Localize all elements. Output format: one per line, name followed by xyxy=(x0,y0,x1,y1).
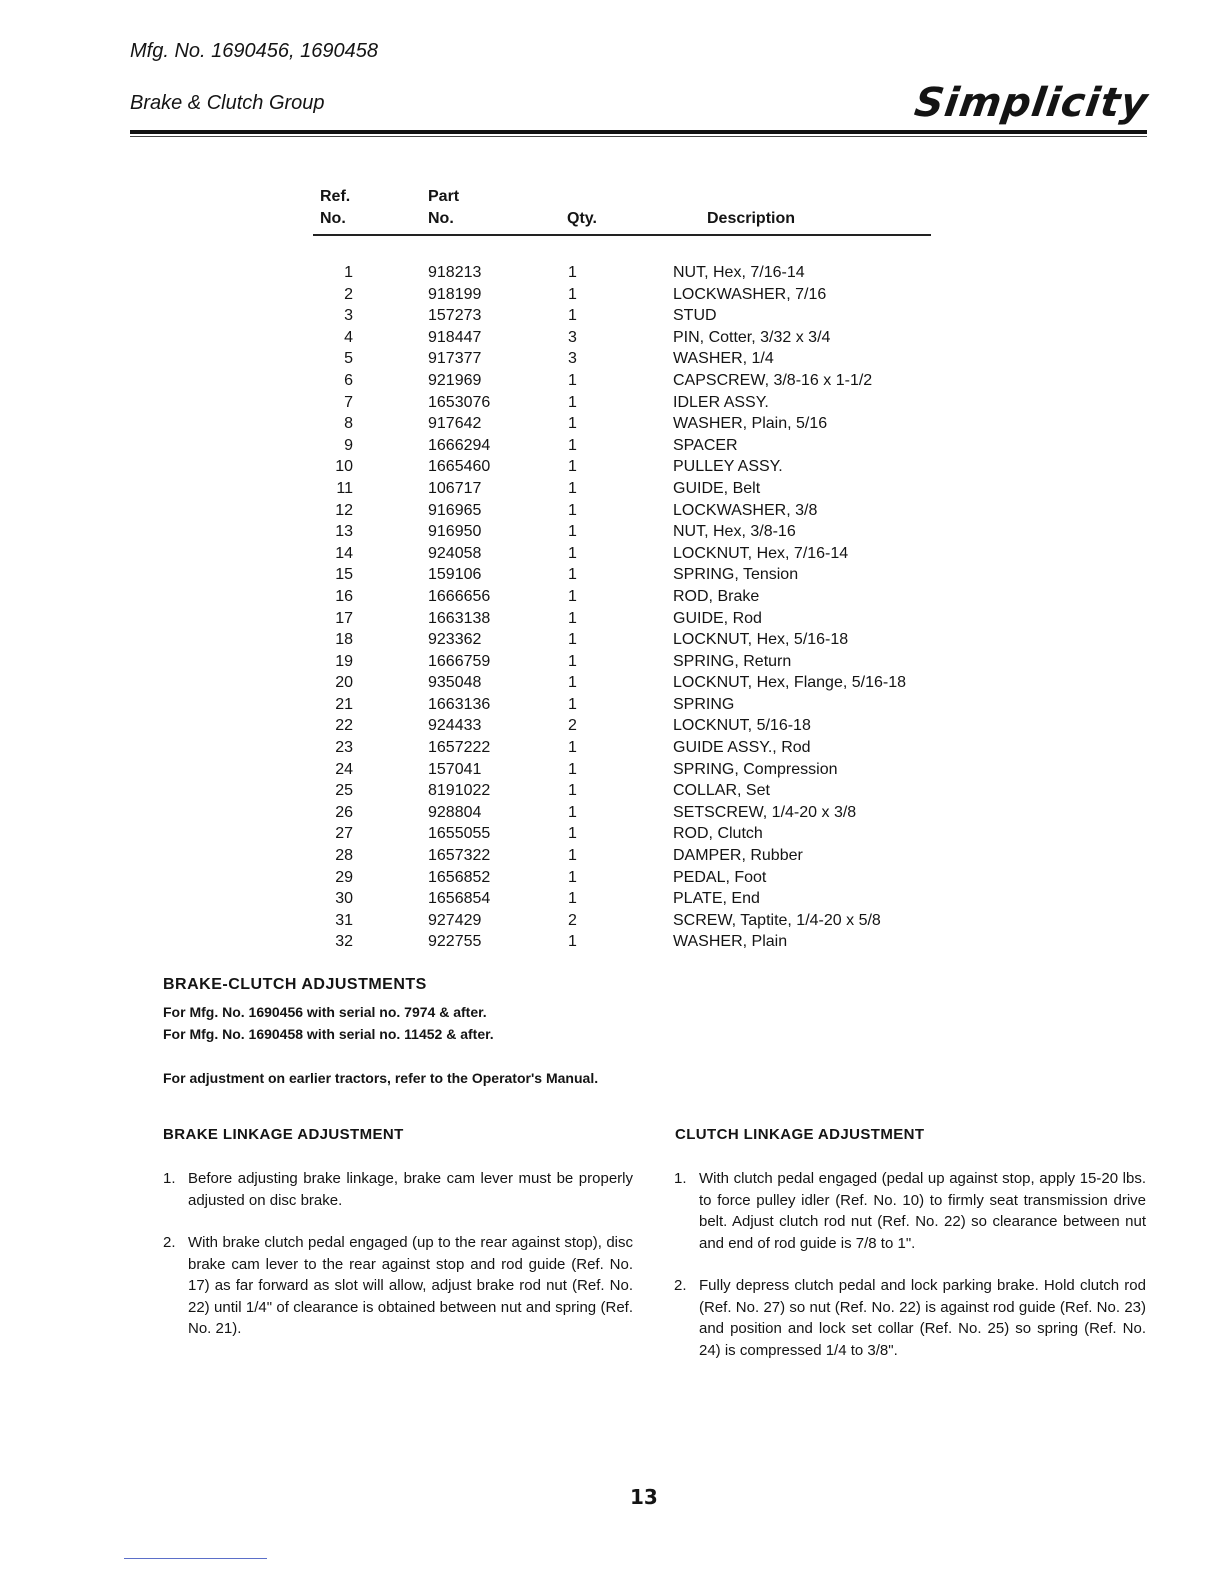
table-row xyxy=(313,413,973,435)
ref-cell: 7 xyxy=(344,393,353,411)
clutch-step: 2. Fully depress clutch pedal and lock parking brake. Hold clutch rod (Ref. No. 27) so nut (Ref. No. 22) is against rod guide (Ref. No. 23) and position and lock set collar (Ref. No. 25) so spring (Ref. No. 24) is compressed 1/4 to 3/8". xyxy=(674,1277,1146,1359)
table-row xyxy=(313,867,973,889)
table-row xyxy=(313,456,973,478)
table-row xyxy=(313,888,973,910)
page-number: 13 xyxy=(630,1485,658,1509)
brake-linkage-steps xyxy=(163,1168,633,1361)
ref-cell: 20 xyxy=(335,674,353,692)
header-rule xyxy=(130,130,1147,134)
footer-rule xyxy=(124,1558,267,1559)
qty-cell: 1 xyxy=(568,803,577,821)
description-cell: LOCKNUT, Hex, 5/16-18 xyxy=(673,631,849,649)
column-header-part: Part No. xyxy=(428,188,460,227)
table-row xyxy=(313,370,973,392)
ref-cell: 4 xyxy=(344,328,353,346)
brake-step: 2. With brake clutch pedal engaged (up to the rear against stop), disc brake cam lever to the rear against stop and rod guide (Ref. No. 17) as far forward as slot will allow, adjust brake rod nut (Ref. No. 22) until 1/4" of clearance is obtained between nut and spring (Ref. No. 21). xyxy=(163,1234,633,1337)
table-row xyxy=(313,348,973,370)
part-number-cell: 918447 xyxy=(428,328,482,346)
part-number-cell: 928804 xyxy=(428,803,482,821)
qty-cell: 1 xyxy=(568,782,577,800)
parts-table-body xyxy=(313,262,973,953)
qty-cell: 1 xyxy=(568,285,577,303)
qty-cell: 3 xyxy=(568,350,577,368)
part-number-cell: 1655055 xyxy=(428,825,491,843)
qty-cell: 1 xyxy=(568,371,577,389)
table-row xyxy=(313,629,973,651)
ref-cell: 19 xyxy=(335,652,353,670)
ref-cell: 1 xyxy=(344,264,353,281)
part-number-cell: 917377 xyxy=(428,350,482,368)
description-cell: LOCKNUT, Hex, 7/16-14 xyxy=(673,544,849,562)
qty-cell: 1 xyxy=(568,825,577,843)
description-cell: PLATE, End xyxy=(673,890,760,908)
qty-cell: 1 xyxy=(568,674,577,692)
description-cell: GUIDE, Rod xyxy=(673,609,762,627)
part-number-cell: 1657222 xyxy=(428,739,491,757)
qty-cell: 1 xyxy=(568,264,577,281)
ref-cell: 26 xyxy=(335,803,353,821)
adjustments-applicability-1: For Mfg. No. 1690456 with serial no. 7974 & after. xyxy=(163,1004,487,1020)
part-number-cell: 1653076 xyxy=(428,393,491,411)
qty-cell: 3 xyxy=(568,328,577,346)
adjustments-title: BRAKE-CLUTCH ADJUSTMENTS xyxy=(163,976,427,993)
brand-logo: Simplicity xyxy=(911,80,1152,126)
table-row xyxy=(313,543,973,565)
table-row xyxy=(313,672,973,694)
part-number-cell: 922755 xyxy=(428,933,482,951)
table-row xyxy=(313,694,973,716)
ref-cell: 29 xyxy=(335,868,353,886)
ref-cell: 30 xyxy=(335,890,353,908)
description-cell: NUT, Hex, 3/8-16 xyxy=(673,523,796,541)
adjustments-note: For adjustment on earlier tractors, refer to the Operator's Manual. xyxy=(163,1070,599,1086)
description-cell: SCREW, Taptite, 1/4-20 x 5/8 xyxy=(673,911,881,929)
table-row xyxy=(313,802,973,824)
part-number-cell: 1656852 xyxy=(428,868,491,886)
qty-cell: 1 xyxy=(568,307,577,325)
qty-cell: 1 xyxy=(568,933,577,951)
description-cell: SPACER xyxy=(673,436,738,454)
part-number-cell: 924058 xyxy=(428,544,482,562)
description-cell: LOCKWASHER, 3/8 xyxy=(673,501,818,519)
ref-cell: 10 xyxy=(335,458,353,476)
qty-cell: 1 xyxy=(568,890,577,908)
adjustments-applicability-2: For Mfg. No. 1690458 with serial no. 11452 & after. xyxy=(163,1026,494,1042)
part-number-cell: 1657322 xyxy=(428,847,491,865)
header-rule-thin xyxy=(130,136,1147,137)
part-number-cell: 1666656 xyxy=(428,587,491,605)
table-row xyxy=(313,305,973,327)
description-cell: WASHER, 1/4 xyxy=(673,350,774,368)
table-row xyxy=(313,931,973,953)
part-number-cell: 1665460 xyxy=(428,458,491,476)
part-number-cell: 917642 xyxy=(428,415,482,433)
column-header-ref: Ref. No. xyxy=(320,188,351,227)
part-number-cell: 927429 xyxy=(428,911,482,929)
qty-cell: 1 xyxy=(568,847,577,865)
description-cell: WASHER, Plain, 5/16 xyxy=(673,415,828,433)
part-number-cell: 1663138 xyxy=(428,609,491,627)
table-header-rule xyxy=(313,234,931,236)
table-row xyxy=(313,780,973,802)
table-row xyxy=(313,910,973,932)
qty-cell: 1 xyxy=(568,393,577,411)
ref-cell: 25 xyxy=(335,782,353,800)
ref-cell: 3 xyxy=(344,307,353,325)
qty-cell: 1 xyxy=(568,760,577,778)
qty-cell: 1 xyxy=(568,868,577,886)
table-row xyxy=(313,564,973,586)
table-row xyxy=(313,435,973,457)
description-cell: GUIDE, Belt xyxy=(673,479,761,497)
qty-cell: 1 xyxy=(568,609,577,627)
part-number-cell: 918213 xyxy=(428,264,482,281)
ref-cell: 13 xyxy=(335,523,353,541)
table-row xyxy=(313,715,973,737)
ref-cell: 8 xyxy=(344,415,353,433)
qty-cell: 2 xyxy=(568,911,577,929)
table-row xyxy=(313,737,973,759)
table-row xyxy=(313,284,973,306)
description-cell: WASHER, Plain xyxy=(673,933,788,951)
description-cell: GUIDE ASSY., Rod xyxy=(673,739,811,757)
part-number-cell: 921969 xyxy=(428,371,482,389)
description-cell: IDLER ASSY. xyxy=(673,393,769,411)
qty-cell: 1 xyxy=(568,587,577,605)
description-cell: DAMPER, Rubber xyxy=(673,847,803,865)
table-row xyxy=(313,823,973,845)
part-number-cell: 1663136 xyxy=(428,695,491,713)
description-cell: SETSCREW, 1/4-20 x 3/8 xyxy=(673,803,857,821)
part-number-cell: 106717 xyxy=(428,479,482,497)
description-cell: NUT, Hex, 7/16-14 xyxy=(673,264,805,281)
ref-cell: 11 xyxy=(336,479,353,497)
ref-cell: 21 xyxy=(335,695,353,713)
qty-cell: 1 xyxy=(568,566,577,584)
ref-cell: 23 xyxy=(335,739,353,757)
description-cell: SPRING, Return xyxy=(673,652,792,670)
qty-cell: 1 xyxy=(568,523,577,541)
ref-cell: 15 xyxy=(335,566,353,584)
clutch-linkage-title: CLUTCH LINKAGE ADJUSTMENT xyxy=(675,1126,925,1143)
qty-cell: 1 xyxy=(568,436,577,454)
description-cell: CAPSCREW, 3/8-16 x 1-1/2 xyxy=(673,371,873,389)
qty-cell: 1 xyxy=(568,415,577,433)
description-cell: SPRING xyxy=(673,695,735,713)
qty-cell: 1 xyxy=(568,501,577,519)
table-row xyxy=(313,500,973,522)
table-row xyxy=(313,608,973,630)
qty-cell: 1 xyxy=(568,739,577,757)
table-row xyxy=(313,845,973,867)
table-row xyxy=(313,759,973,781)
part-number-cell: 1666759 xyxy=(428,652,491,670)
clutch-linkage-steps xyxy=(674,1168,1146,1382)
part-number-cell: 1656854 xyxy=(428,890,491,908)
description-cell: STUD xyxy=(673,307,717,325)
description-cell: LOCKNUT, 5/16-18 xyxy=(673,717,811,735)
qty-cell: 1 xyxy=(568,458,577,476)
description-cell: SPRING, Tension xyxy=(673,566,799,584)
table-row xyxy=(313,651,973,673)
part-number-cell: 918199 xyxy=(428,285,482,303)
ref-cell: 17 xyxy=(335,609,353,627)
ref-cell: 18 xyxy=(335,631,353,649)
qty-cell: 1 xyxy=(568,652,577,670)
table-row xyxy=(313,392,973,414)
ref-cell: 24 xyxy=(335,760,353,778)
qty-cell: 1 xyxy=(568,695,577,713)
qty-cell: 2 xyxy=(568,717,577,735)
part-number-cell: 1666294 xyxy=(428,436,491,454)
table-row xyxy=(313,586,973,608)
ref-cell: 5 xyxy=(344,350,353,368)
ref-cell: 16 xyxy=(335,587,353,605)
mfg-numbers: Mfg. No. 1690456, 1690458 xyxy=(130,40,378,62)
ref-cell: 12 xyxy=(335,501,353,519)
brake-step: 1. Before adjusting brake linkage, brake cam lever must be properly adjusted on disc brake. xyxy=(163,1170,633,1209)
part-number-cell: 159106 xyxy=(428,566,482,584)
qty-cell: 1 xyxy=(568,479,577,497)
description-cell: LOCKNUT, Hex, Flange, 5/16-18 xyxy=(673,674,906,692)
qty-cell: 1 xyxy=(568,631,577,649)
table-row xyxy=(313,327,973,349)
description-cell: ROD, Brake xyxy=(673,587,760,605)
description-cell: ROD, Clutch xyxy=(673,825,763,843)
part-number-cell: 916950 xyxy=(428,523,482,541)
description-cell: PULLEY ASSY. xyxy=(673,458,783,476)
qty-cell: 1 xyxy=(568,544,577,562)
ref-cell: 6 xyxy=(344,371,353,389)
ref-cell: 14 xyxy=(335,544,353,562)
brake-linkage-title: BRAKE LINKAGE ADJUSTMENT xyxy=(163,1126,404,1143)
part-number-cell: 916965 xyxy=(428,501,482,519)
ref-cell: 2 xyxy=(344,285,353,303)
part-number-cell: 935048 xyxy=(428,674,482,692)
part-number-cell: 157041 xyxy=(428,760,482,778)
ref-cell: 28 xyxy=(335,847,353,865)
description-cell: COLLAR, Set xyxy=(673,782,770,800)
description-cell: SPRING, Compression xyxy=(673,760,838,778)
clutch-step: 1. With clutch pedal engaged (pedal up against stop, apply 15-20 lbs. to force pulley idler (Ref. No. 10) to firmly seat transmission drive belt. Adjust clutch rod nut (Ref. No. 22) so clearance between nut and end of rod guide is 7/8 to 1". xyxy=(674,1170,1146,1252)
table-row xyxy=(313,478,973,500)
column-header-description: Description xyxy=(707,210,796,227)
table-row xyxy=(313,521,973,543)
ref-cell: 32 xyxy=(335,933,353,951)
description-cell: PEDAL, Foot xyxy=(673,868,767,886)
part-number-cell: 157273 xyxy=(428,307,482,325)
description-cell: LOCKWASHER, 7/16 xyxy=(673,285,827,303)
ref-cell: 31 xyxy=(335,911,353,929)
ref-cell: 27 xyxy=(335,825,353,843)
group-title: Brake & Clutch Group xyxy=(130,92,325,114)
table-row xyxy=(313,262,973,284)
part-number-cell: 8191022 xyxy=(428,782,491,800)
part-number-cell: 924433 xyxy=(428,717,482,735)
part-number-cell: 923362 xyxy=(428,631,482,649)
ref-cell: 22 xyxy=(335,717,353,735)
column-header-qty: Qty. xyxy=(567,210,597,227)
description-cell: PIN, Cotter, 3/32 x 3/4 xyxy=(673,328,831,346)
ref-cell: 9 xyxy=(344,436,353,454)
